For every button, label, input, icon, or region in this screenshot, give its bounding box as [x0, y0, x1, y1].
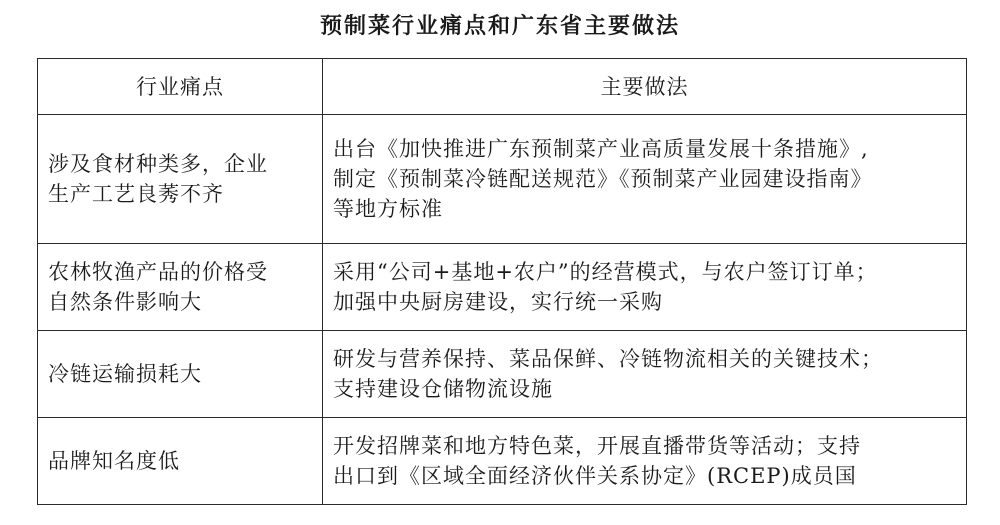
pain-point-line: 自然条件影响大 [48, 290, 202, 314]
measure-line: 支持建设仓储物流设施 [333, 377, 553, 401]
pain-point-line: 品牌知名度低 [48, 449, 180, 473]
pain-points-table [37, 58, 967, 505]
measure-line: 加强中央厨房建设，实行统一采购 [333, 290, 663, 314]
pain-point-cell [38, 331, 323, 418]
measure-line: 研发与营养保持、菜品保鲜、冷链物流相关的关键技术； [333, 347, 883, 371]
measure-line: 出口到《区域全面经济伙伴关系协定》(RCEP)成员国 [333, 464, 857, 488]
pain-point-cell [38, 244, 323, 331]
table-row [38, 115, 967, 244]
pain-point-cell [38, 418, 323, 505]
measure-line: 等地方标准 [333, 197, 443, 221]
pain-point-cell [38, 115, 323, 244]
measure-cell [323, 418, 967, 505]
header-pain-points: 行业痛点 [38, 59, 323, 115]
header-measures: 主要做法 [323, 59, 967, 115]
measure-line: 采用“公司+基地+农户”的经营模式，与农户签订订单； [333, 260, 878, 284]
table-row [38, 418, 967, 505]
table-row [38, 331, 967, 418]
page-title: 预制菜行业痛点和广东省主要做法 [319, 14, 680, 39]
pain-point-line: 生产工艺良莠不齐 [48, 182, 224, 206]
pain-point-line: 冷链运输损耗大 [48, 362, 202, 386]
measure-line: 制定《预制菜冷链配送规范》《预制菜产业园建设指南》 [333, 167, 873, 191]
pain-point-line: 涉及食材种类多，企业 [48, 152, 268, 176]
measure-cell [323, 331, 967, 418]
table-row [38, 244, 967, 331]
table-header-row [38, 59, 967, 115]
measure-cell [323, 244, 967, 331]
measure-cell [323, 115, 967, 244]
measure-line: 开发招牌菜和地方特色菜，开展直播带货等活动；支持 [333, 434, 861, 458]
measure-line: 出台《加快推进广东预制菜产业高质量发展十条措施》, [333, 137, 869, 161]
pain-point-line: 农林牧渔产品的价格受 [48, 260, 268, 284]
